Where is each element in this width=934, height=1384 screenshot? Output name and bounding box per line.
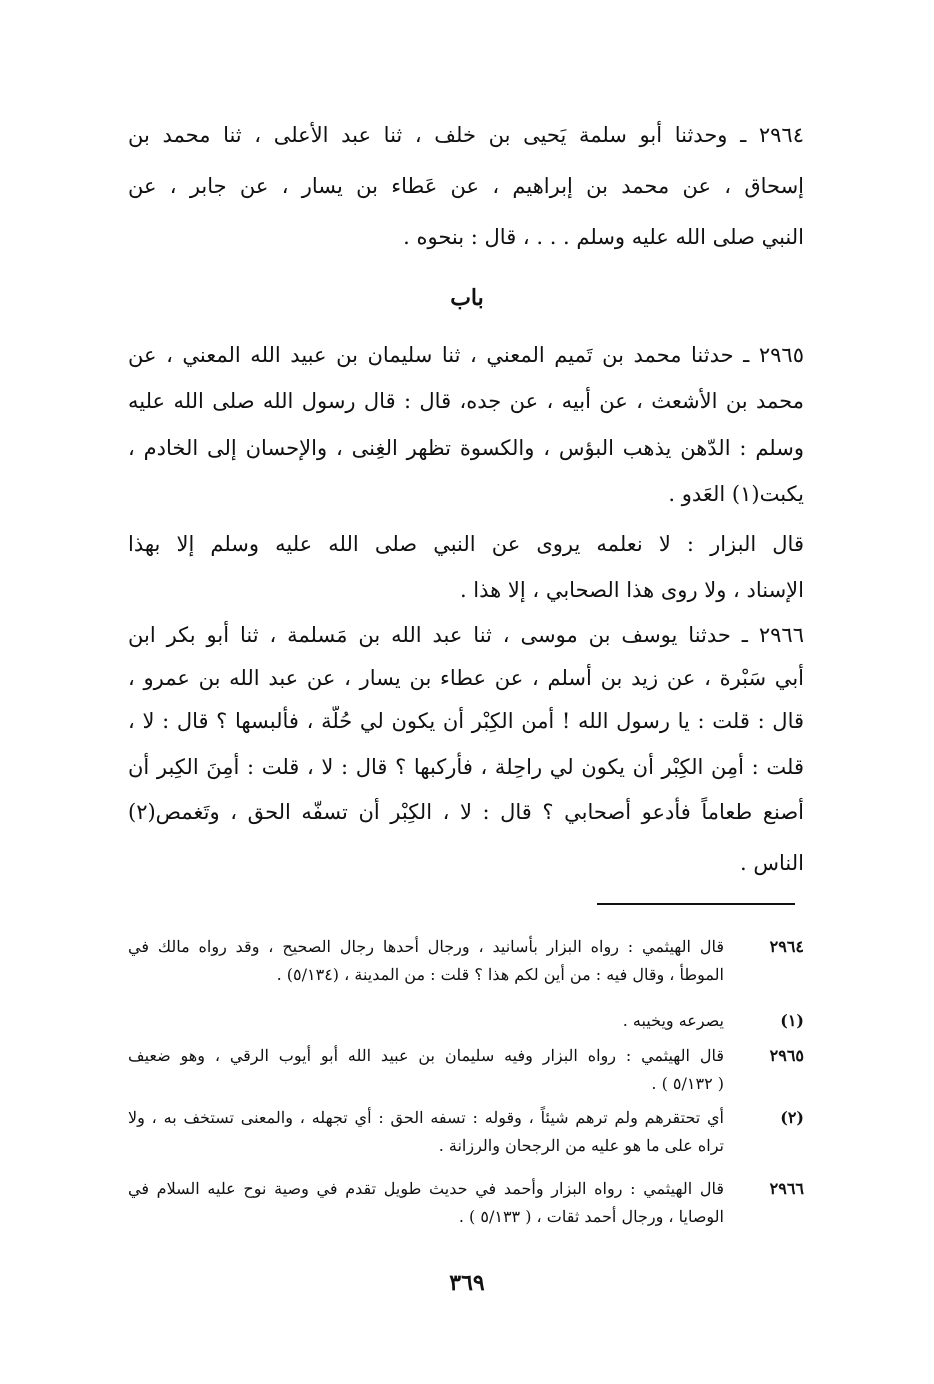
footnote-2966 — [128, 1175, 804, 1235]
text-line: محمد بن الأشعث ، عن أبيه ، عن جده، قال : قال رسول الله صلى الله عليه — [128, 389, 804, 413]
footnote-line: الوصايا ، ورجال أحمد ثقات ، ( ٥/١٣٣ ) . — [458, 1207, 724, 1226]
text-line: قلت : أمِن الكِبْر أن يكون لي راحِلة ، فأركبها ؟ قال : لا ، قلت : أمِنَ الكِبر أن — [128, 755, 804, 779]
footnote-2965 — [128, 1042, 804, 1102]
footnote-line: قال الهيثمي : رواه البزار وفيه سليمان بن عبيد الله أبو أيوب الرقي ، وهو ضعيف — [128, 1046, 724, 1065]
footnote-label: (٢) — [780, 1108, 804, 1127]
text-line: ٢٩٦٥ ـ حدثنا محمد بن تَميم المعني ، ثنا سليمان بن عبيد الله المعني ، عن — [128, 343, 804, 367]
page-number: ٣٦٩ — [449, 1270, 485, 1296]
text-line: قال البزار : لا نعلمه يروى عن النبي صلى الله عليه وسلم إلا بهذا — [128, 532, 804, 556]
footnote-line: تراه على ما هو عليه من الرجحان والرزانة . — [438, 1136, 724, 1155]
text-line: أبي سَبْرة ، عن زيد بن أسلم ، عن عطاء بن يسار ، عن عبد الله بن عمرو ، — [128, 666, 804, 690]
text-line: وسلم : الدّهن يذهب البؤس ، والكسوة تظهر الغِنى ، والإحسان إلى الخادم ، — [128, 436, 804, 460]
text-line: ٢٩٦٦ ـ حدثنا يوسف بن موسى ، ثنا عبد الله بن مَسلمة ، ثنا أبو بكر ابن — [128, 623, 804, 647]
footnote-line: قال الهيثمي : رواه البزار بأسانيد ، ورجال أحدها رجال الصحيح ، وقد رواه مالك في — [128, 937, 724, 956]
footnote-line: الموطأ ، وقال فيه : من أين لكم هذا ؟ قلت : من المدينة ، (٥/١٣٤) . — [276, 965, 724, 984]
footnote-1 — [128, 1007, 804, 1037]
footnote-label: ٢٩٦٤ — [769, 937, 804, 956]
footnote-2964 — [128, 933, 804, 993]
text-line: قال : قلت : يا رسول الله ! أمن الكِبْر أن يكون لي حُلّة ، فألبسها ؟ قال : لا ، — [128, 709, 804, 733]
footnote-2 — [128, 1104, 804, 1164]
footnote-line: قال الهيثمي : رواه البزار وأحمد في حديث طويل تقدم في وصية نوح عليه السلام في — [128, 1179, 724, 1198]
text-line: أصنع طعاماً فأدعو أصحابي ؟ قال : لا ، الكِبْر أن تسفّه الحق ، وتَغمص(٢) — [128, 800, 804, 824]
text-line: ٢٩٦٤ ـ وحدثنا أبو سلمة يَحيى بن خلف ، ثنا عبد الأعلى ، ثنا محمد بن — [128, 123, 804, 147]
footnote-label: ٢٩٦٦ — [769, 1179, 804, 1198]
footnote-line: ( ٥/١٣٢ ) . — [651, 1074, 724, 1093]
text-line: يكبت(١) العَدو . — [668, 482, 804, 506]
footnote-line: يصرعه ويخيبه . — [622, 1011, 724, 1030]
text-line: الإسناد ، ولا روى هذا الصحابي ، إلا هذا . — [459, 578, 804, 602]
footnote-label: ٢٩٦٥ — [769, 1046, 804, 1065]
text-line: الناس . — [740, 851, 804, 875]
chapter-heading: باب — [450, 285, 484, 311]
footnote-divider — [597, 903, 795, 905]
text-line: النبي صلى الله عليه وسلم . . . ، قال : بنحوه . — [403, 225, 804, 249]
footnote-label: (١) — [780, 1011, 804, 1030]
text-line: إسحاق ، عن محمد بن إبراهيم ، عن عَطاء بن يسار ، عن جابر ، عن — [128, 174, 804, 198]
footnote-line: أي تحتقرهم ولم ترهم شيئاً ، وقوله : تسفه الحق : أي تجهله ، والمعنى تستخف به ، ولا — [128, 1108, 724, 1127]
